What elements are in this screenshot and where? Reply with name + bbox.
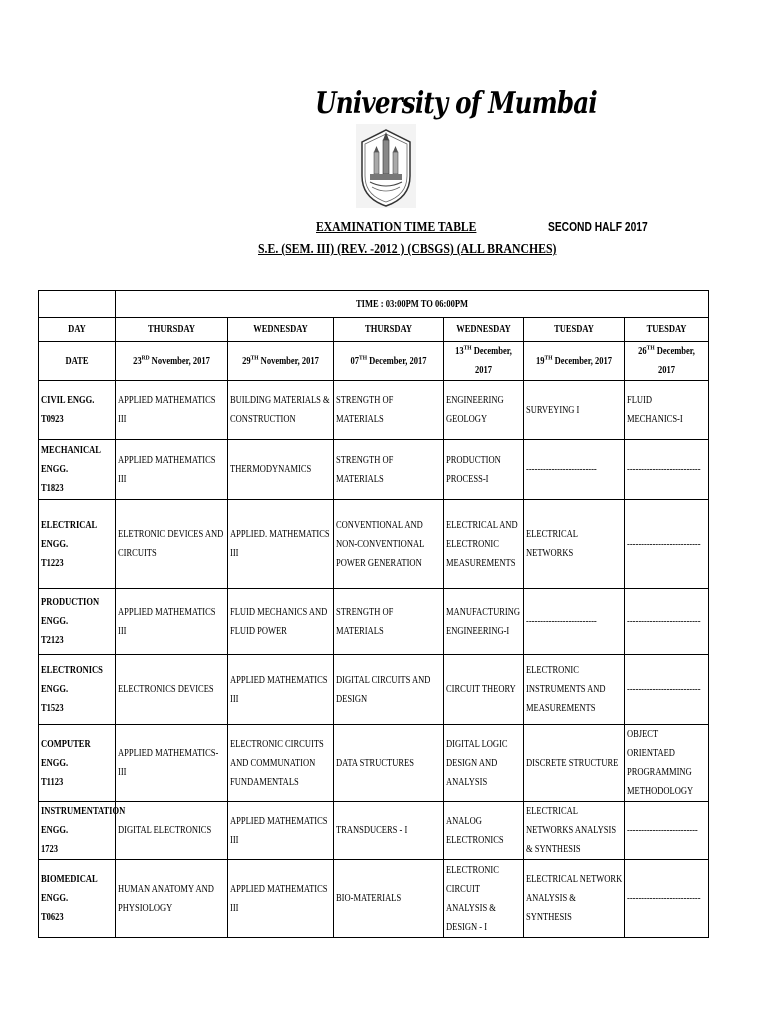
date-cell: 07TH December, 2017 <box>334 342 444 381</box>
day-cell: TUESDAY <box>625 318 709 342</box>
university-seal-icon <box>356 124 416 208</box>
branch-cell <box>39 860 116 938</box>
table-row <box>39 802 709 860</box>
subject-cell: SURVEYING I <box>524 381 625 440</box>
subject-cell: APPLIED MATHEMATICS III <box>228 802 334 860</box>
subject-cell: CONVENTIONAL AND NON-CONVENTIONAL POWER GENERATION <box>334 500 444 589</box>
subject-cell: ELECTRICAL NETWORKS ANALYSIS & SYNTHESIS <box>524 802 625 860</box>
subject-cell: APPLIED MATHEMATICS III <box>228 860 334 938</box>
subject-cell: STRENGTH OF MATERIALS <box>334 381 444 440</box>
date-cell: 23RD November, 2017 <box>116 342 228 381</box>
date-cell: 26TH December, 2017 <box>625 342 709 381</box>
subject-cell: ELECTRONIC CIRCUIT ANALYSIS & DESIGN - I <box>444 860 524 938</box>
branch-name: COMPUTER ENGG. <box>41 738 91 769</box>
subject-cell: APPLIED. MATHEMATICS III <box>228 500 334 589</box>
date-cell: 13TH December, 2017 <box>444 342 524 381</box>
subject-cell: STRENGTH OF MATERIALS <box>334 440 444 500</box>
subject-cell: ELETRONIC DEVICES AND CIRCUITS <box>116 500 228 589</box>
subject-cell: ELECTRICAL NETWORK ANALYSIS & SYNTHESIS <box>524 860 625 938</box>
paper-code: T0923 <box>41 414 64 425</box>
branch-name: MECHANICAL ENGG. <box>41 445 101 475</box>
subject-cell: BIO-MATERIALS <box>334 860 444 938</box>
subject-cell: ------------------------- <box>625 802 709 860</box>
paper-code: T1523 <box>41 703 64 714</box>
subject-cell: ELECTRICAL AND ELECTRONIC MEASUREMENTS <box>444 500 524 589</box>
table-row <box>39 655 709 725</box>
subject-cell: -------------------------- <box>625 860 709 938</box>
branch-cell <box>39 440 116 500</box>
subject-cell: DISCRETE STRUCTURE <box>524 725 625 802</box>
subject-cell: -------------------------- <box>625 440 709 500</box>
paper-code: T1823 <box>41 483 64 494</box>
subject-cell: -------------------------- <box>625 589 709 655</box>
subject-cell: DIGITAL LOGIC DESIGN AND ANALYSIS <box>444 725 524 802</box>
subject-cell: DIGITAL CIRCUITS AND DESIGN <box>334 655 444 725</box>
subject-cell: DIGITAL ELECTRONICS <box>116 802 228 860</box>
day-cell: TUESDAY <box>524 318 625 342</box>
paper-code: T1223 <box>41 557 64 569</box>
subject-cell: CIRCUIT THEORY <box>444 655 524 725</box>
subject-cell: ELECTRONIC CIRCUITS AND COMMUNATION FUNDAMENTALS <box>228 725 334 802</box>
branch-cell <box>39 381 116 440</box>
day-cell: THURSDAY <box>334 318 444 342</box>
subject-cell: -------------------------- <box>625 500 709 589</box>
subject-cell: ELECTRONIC INSTRUMENTS AND MEASUREMENTS <box>524 655 625 725</box>
branch-name: PRODUCTION ENGG. <box>41 597 100 627</box>
exam-time: TIME : 03:00PM TO 06:00PM <box>116 291 709 318</box>
branch-name: CIVIL ENGG. <box>41 395 95 406</box>
subject-cell: ENGINEERING GEOLOGY <box>444 381 524 440</box>
date-cell: 29TH November, 2017 <box>228 342 334 381</box>
subject-cell: STRENGTH OF MATERIALS <box>334 589 444 655</box>
subject-cell: FLUID MECHANICS-I <box>625 381 709 440</box>
subject-cell: DATA STRUCTURES <box>334 725 444 802</box>
branch-name: ELECTRICAL ENGG. <box>41 519 97 550</box>
branch-cell <box>39 802 126 860</box>
branch-cell <box>39 500 116 589</box>
subject-cell: FLUID MECHANICS AND FLUID POWER <box>228 589 334 655</box>
subject-cell: OBJECT ORIENTAED PROGRAMMING METHODOLOGY <box>625 725 709 802</box>
branch-cell <box>39 589 116 655</box>
logo-wordmark: University of Mumbai <box>315 86 597 121</box>
table-row <box>39 860 709 938</box>
date-cell: 19TH December, 2017 <box>524 342 625 381</box>
branch-name: INSTRUMENTATION ENGG. <box>41 806 126 836</box>
document-subtitle: S.E. (SEM. III) (REV. -2012 ) (CBSGS) (ALL BRANCHES) <box>258 242 557 257</box>
subject-cell: ANALOG ELECTRONICS <box>444 802 524 860</box>
date-label: DATE <box>39 342 116 381</box>
paper-code: T0623 <box>41 912 64 923</box>
subject-cell: HUMAN ANATOMY AND PHYSIOLOGY <box>116 860 228 938</box>
subject-cell: APPLIED MATHEMATICS III <box>116 440 228 500</box>
branch-cell <box>39 725 116 802</box>
day-cell: THURSDAY <box>116 318 228 342</box>
subject-cell: APPLIED MATHEMATICS III <box>116 381 228 440</box>
subject-cell: ELECTRICAL NETWORKS <box>524 500 625 589</box>
subject-cell: APPLIED MATHEMATICS III <box>228 655 334 725</box>
subject-cell: PRODUCTION PROCESS-I <box>444 440 524 500</box>
subject-cell: ------------------------- <box>524 589 625 655</box>
table-row <box>39 440 709 500</box>
subject-cell: APPLIED MATHEMATICS-III <box>116 725 228 802</box>
paper-code: T1123 <box>41 776 64 788</box>
document-title: EXAMINATION TIME TABLE <box>316 219 477 234</box>
day-cell: WEDNESDAY <box>228 318 334 342</box>
subject-cell: THERMODYNAMICS <box>228 440 334 500</box>
subject-cell: APPLIED MATHEMATICS III <box>116 589 228 655</box>
subject-cell: ELECTRONICS DEVICES <box>116 655 228 725</box>
table-row <box>39 589 709 655</box>
paper-code: T2123 <box>41 635 64 646</box>
subject-cell: MANUFACTURING ENGINEERING-I <box>444 589 524 655</box>
subject-cell: ------------------------- <box>524 440 625 500</box>
day-label: DAY <box>39 318 116 342</box>
table-row <box>39 381 709 440</box>
table-row <box>39 725 709 802</box>
exam-session: SECOND HALF 2017 <box>548 220 648 234</box>
branch-name: ELECTRONICS ENGG. <box>41 665 103 695</box>
branch-name: BIOMEDICAL ENGG. <box>41 874 98 904</box>
day-cell: WEDNESDAY <box>444 318 524 342</box>
subject-cell: TRANSDUCERS - I <box>334 802 444 860</box>
branch-cell <box>39 655 116 725</box>
university-logo <box>300 86 597 216</box>
table-row <box>39 500 709 589</box>
subject-cell: -------------------------- <box>625 655 709 725</box>
paper-code: 1723 <box>41 844 58 855</box>
subject-cell: BUILDING MATERIALS & CONSTRUCTION <box>228 381 334 440</box>
timetable <box>38 290 709 938</box>
